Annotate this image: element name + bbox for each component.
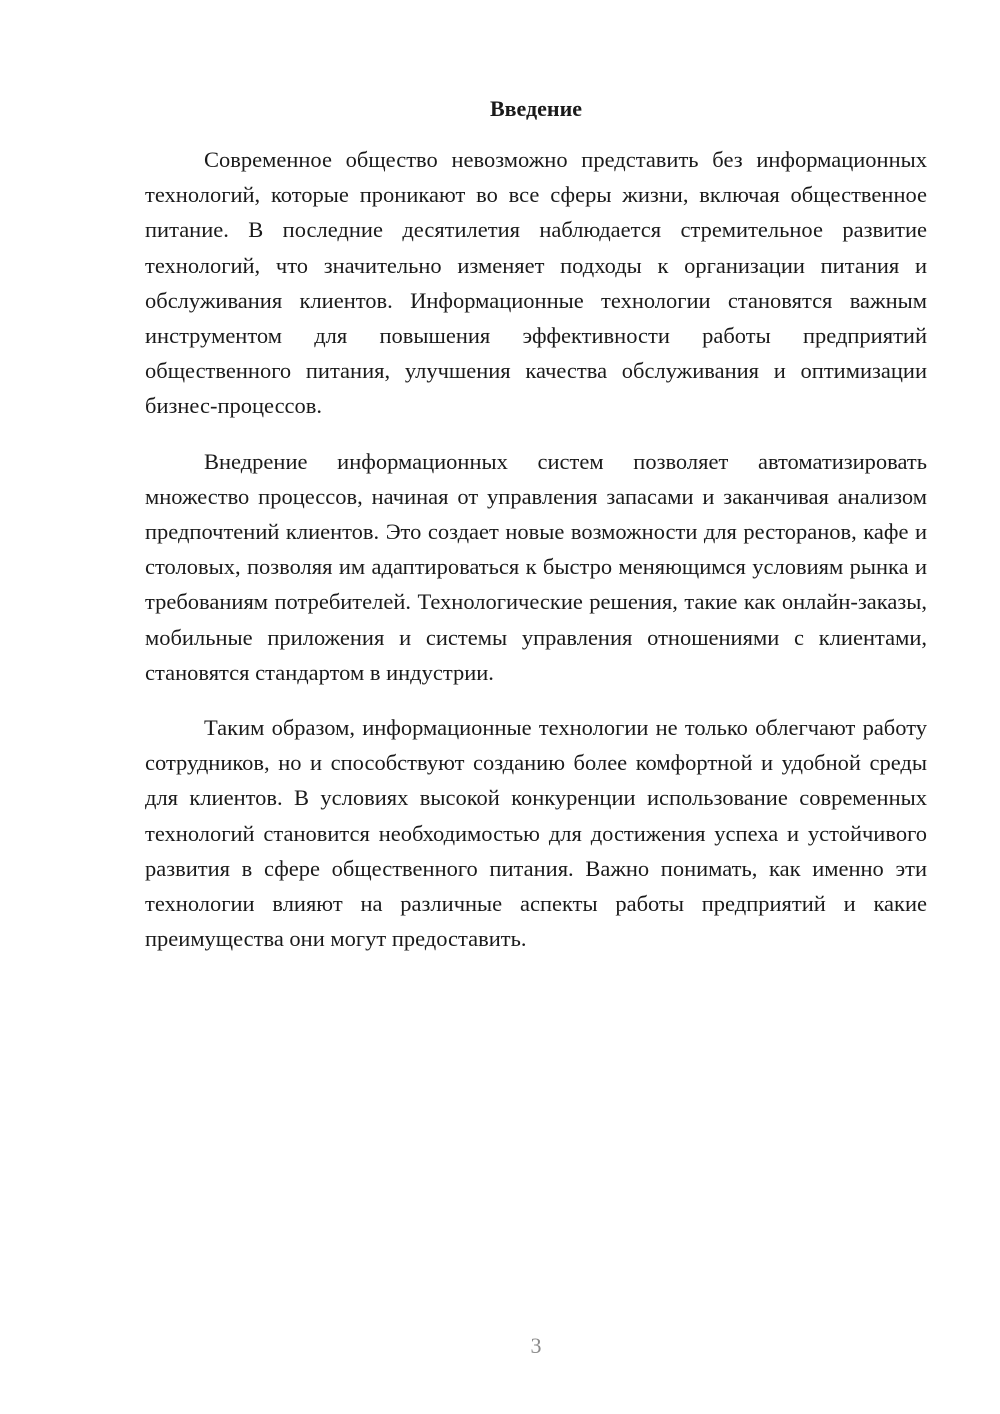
- page-number: 3: [530, 1333, 542, 1358]
- paragraph-2: Внедрение информационных систем позволяет автоматизировать множество процессов, начиная от управления запасами и заканчивая анализом предпочтений клиентов. Это создает новые возможности для ресторанов, кафе и столовых, позволяя им адаптироваться к быстро меняющимся условиям рынка и требованиям потребителей. Технологические решения, такие как онлайн-заказы, мобильные приложения и системы управления отношениями с клиентами, становятся стандартом в индустрии.: [145, 448, 927, 685]
- section-title: Введение: [489, 96, 583, 121]
- paragraph-3: Таким образом, информационные технологии не только облегчают работу сотрудников, но и способствуют созданию более комфортной и удобной среды для клиентов. В условиях высокой конкуренции использование современных технологий становится необходимостью для достижения успеха и устойчивого развития в сфере общественного питания. Важно понимать, как именно эти технологии влияют на различные аспекты работы предприятий и какие преимущества они могут предоставить.: [145, 715, 927, 952]
- paragraph-1: Современное общество невозможно представить без информационных технологий, которые проникают во все сферы жизни, включая общественное питание. В последние десятилетия наблюдается стремительное развитие технологий, что значительно изменяет подходы к организации питания и обслуживания клиентов. Информационные технологии становятся важным инструментом для повышения эффективности работы предприятий общественного питания, улучшения качества обслуживания и оптимизации бизнес-процессов.: [145, 147, 927, 419]
- body-text: [145, 142, 927, 976]
